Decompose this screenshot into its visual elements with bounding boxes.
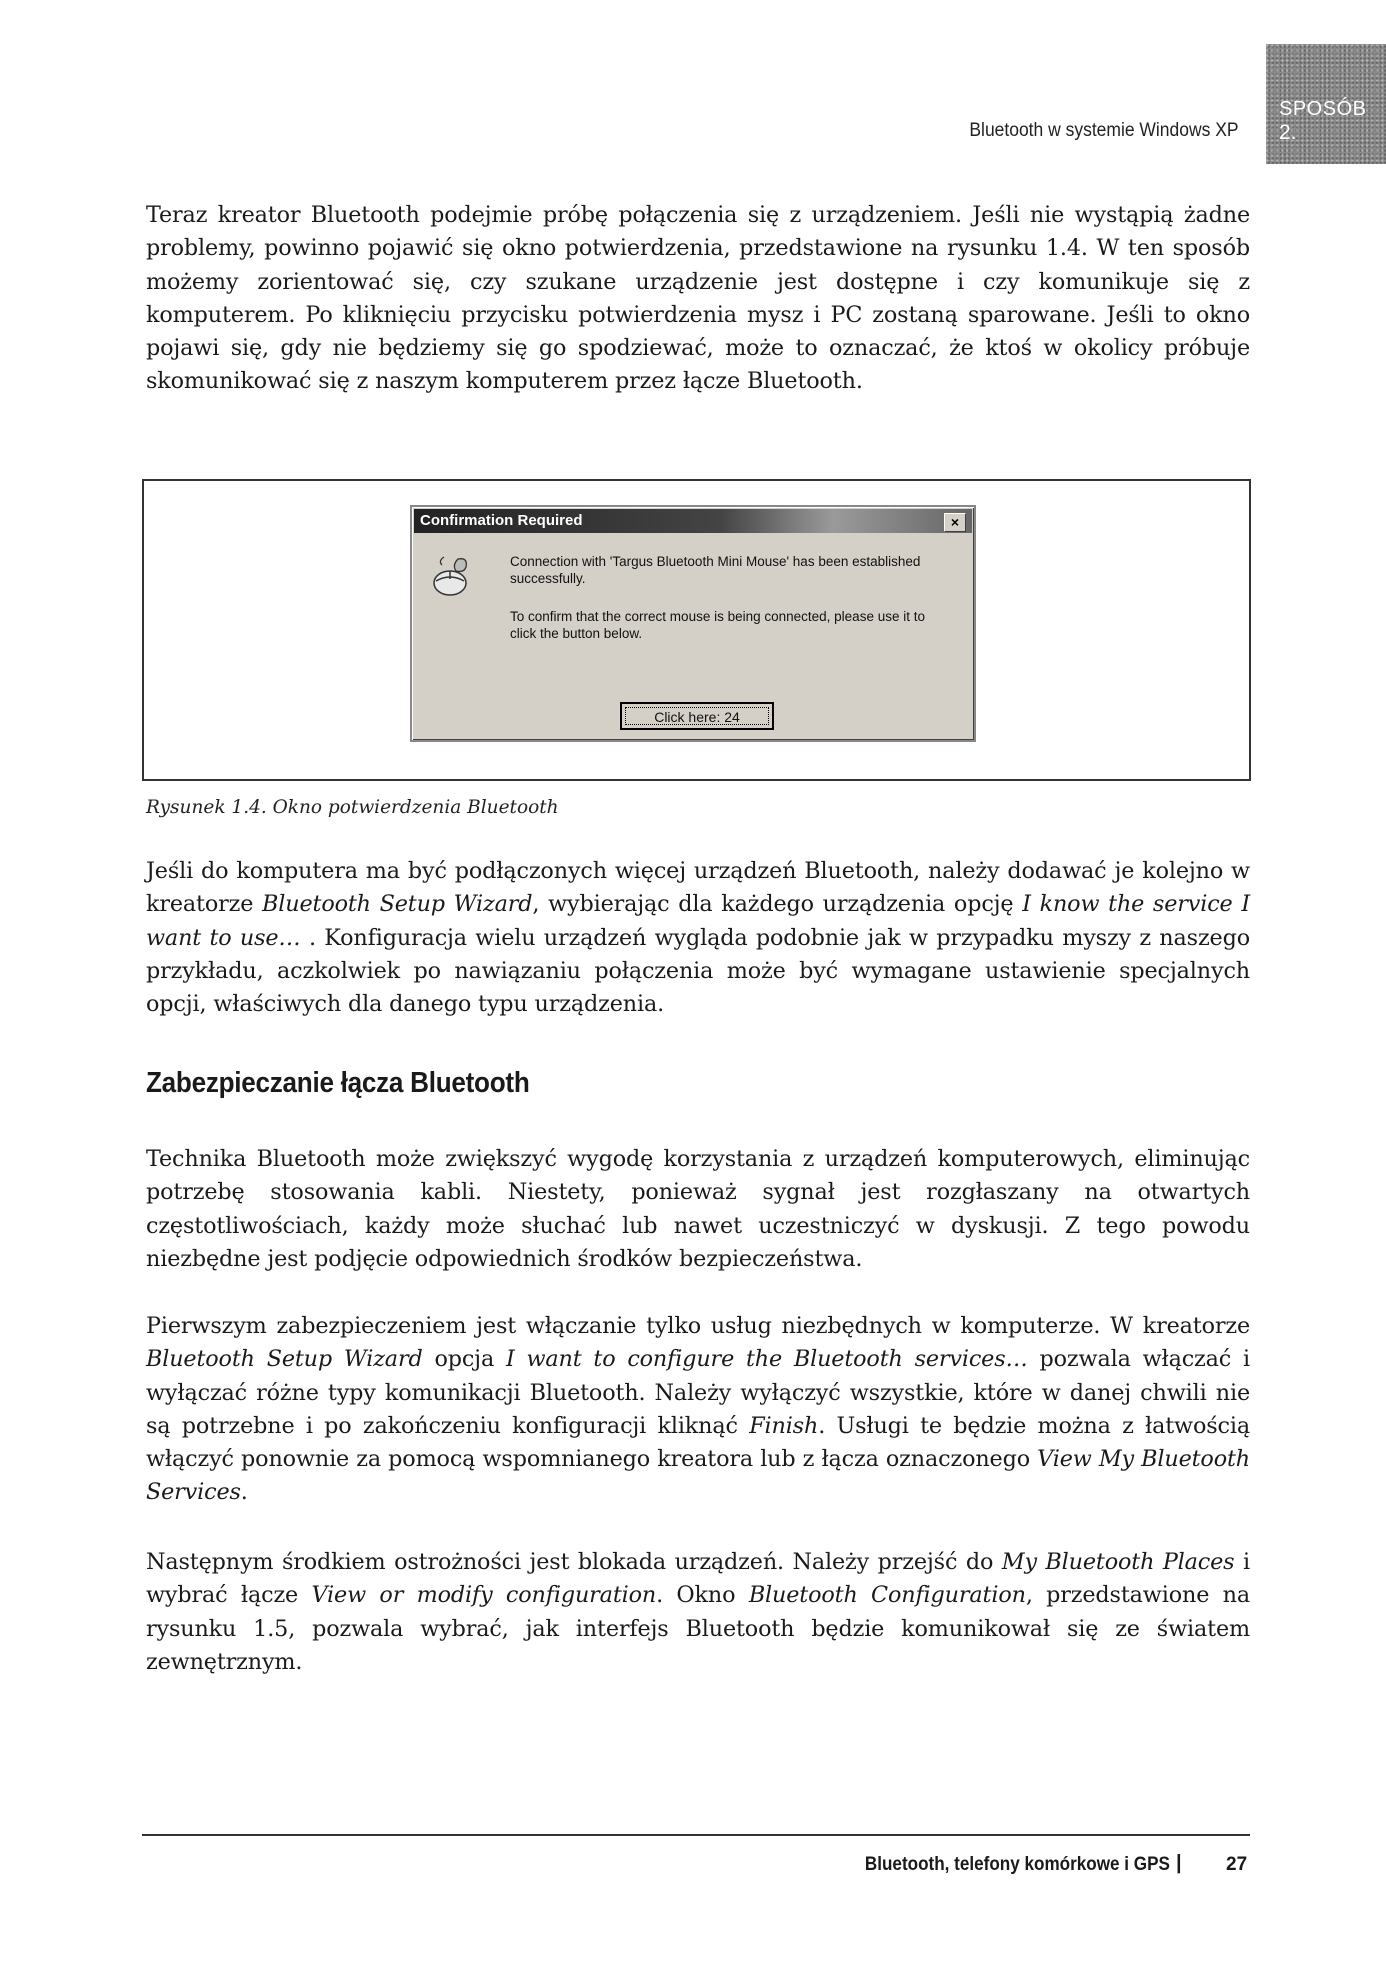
link-name: View or modify configuration [311, 1582, 657, 1609]
paragraph-services [146, 1310, 1250, 1510]
text-run: , przedstawione na rysunku 1.5, pozwala wybrać, jak interfejs Bluetooth będzie komunikował się ze światem zewnętrznym. [146, 1582, 1250, 1675]
confirmation-dialog [410, 505, 976, 742]
mouse-icon [428, 551, 478, 601]
window-name: Bluetooth Configuration [748, 1582, 1026, 1609]
text-run: . Okno [656, 1582, 749, 1609]
section-tab-number: 2. [1279, 121, 1297, 144]
wizard-name: Bluetooth Setup Wizard [262, 891, 533, 918]
section-heading: Zabezpieczanie łącza Bluetooth [146, 1067, 530, 1099]
footer-separator: | [1176, 1852, 1182, 1874]
section-tab-label: SPOSÓB [1279, 98, 1367, 120]
figure-caption: Rysunek 1.4. Okno potwierdzenia Bluetooth [146, 797, 559, 818]
running-header: Bluetooth w systemie Windows XP [969, 120, 1239, 141]
dialog-message-success: Connection with 'Targus Bluetooth Mini Mouse' has been established successfully. [510, 554, 921, 586]
dialog-title: Confirmation Required [420, 512, 583, 529]
text-run: , wybierając dla każdego urządzenia opcję [532, 891, 1023, 918]
paragraph-multiple-devices [146, 855, 1250, 1021]
close-icon[interactable]: × [944, 513, 966, 532]
text-run: Jeśli do komputera ma być podłączonych więcej urządzeń Bluetooth, należy dodawać je kolejno w kreatorze [146, 858, 1250, 918]
option-name: I want to configure the Bluetooth services… [505, 1346, 1028, 1373]
link-name: View My Bluetooth Services [146, 1446, 1251, 1506]
text-run: . Usługi te będzie można z łatwością włączyć ponownie za pomocą wspomnianego kreatora lub z łącza oznaczonego [146, 1412, 1250, 1473]
text-run: pozwala włączać i wyłączać różne typy komunikacji Bluetooth. Należy wyłączyć wszystkie, które w danej chwili nie są potrzebne i po zakończeniu konfiguracji kliknąć [146, 1346, 1250, 1439]
paragraph-device-lock [146, 1546, 1250, 1679]
paragraph-security-intro: Technika Bluetooth może zwiększyć wygodę korzystania z urządzeń komputerowych, eliminując potrzebę stosowania kabli. Niestety, ponieważ sygnał jest rozgłaszany na otwartych częstotliwościach, każdy może słuchać lub nawet uczestniczyć w dyskusji. Z tego powodu niezbędne jest podjęcie odpowiednich środków bezpieczeństwa. [146, 1146, 1250, 1272]
text-run: i wybrać łącze [146, 1549, 1250, 1609]
click-here-button[interactable] [620, 702, 774, 730]
click-here-button-label: Click here: 24 [625, 707, 769, 725]
paragraph-intro: Teraz kreator Bluetooth podejmie próbę połączenia się z urządzeniem. Jeśli nie wystąpią żadne problemy, powinno pojawić się okno potwierdzenia, przedstawione na rysunku 1.4. W ten sposób możemy zorientować się, czy szukane urządzenie jest dostępne i czy komunikuje się z komputerem. Po kliknięciu przycisku potwierdzenia mysz i PC zostaną sparowane. Jeśli to okno pojawi się, gdy nie będziemy się go spodziewać, może to oznaczać, że ktoś w okolicy próbuje skomunikować się z naszym komputerem przez łącze Bluetooth. [146, 202, 1250, 395]
text-run: Następnym środkiem ostrożności jest blokada urządzeń. Należy przejść do [146, 1549, 1002, 1575]
location-name: My Bluetooth Places [1001, 1549, 1235, 1575]
text-run: . [240, 1479, 248, 1506]
button-name: Finish [749, 1412, 819, 1439]
page-number: 27 [1226, 1854, 1248, 1875]
footer-book-title: Bluetooth, telefony komórkowe i GPS [865, 1854, 1170, 1875]
text-run: opcja [422, 1346, 506, 1373]
text-run: Pierwszym zabezpieczeniem jest włączanie tylko usług niezbędnych w komputerze. W kreatorze [146, 1313, 1250, 1339]
dialog-titlebar [414, 509, 972, 533]
wizard-name: Bluetooth Setup Wizard [146, 1346, 423, 1373]
text-run: . Konfiguracja wielu urządzeń wygląda podobnie jak w przypadku myszy z naszego przykładu, aczkolwiek po nawiązaniu połączenia może być wymagane ustawienie specjalnych opcji, właściwych dla danego typu urządzenia. [146, 924, 1250, 1018]
footer-rule [142, 1834, 1250, 1836]
option-name: I know the service I want to use… [146, 891, 1250, 951]
dialog-message-instruction: To confirm that the correct mouse is being connected, please use it to click the button below. [510, 609, 925, 641]
